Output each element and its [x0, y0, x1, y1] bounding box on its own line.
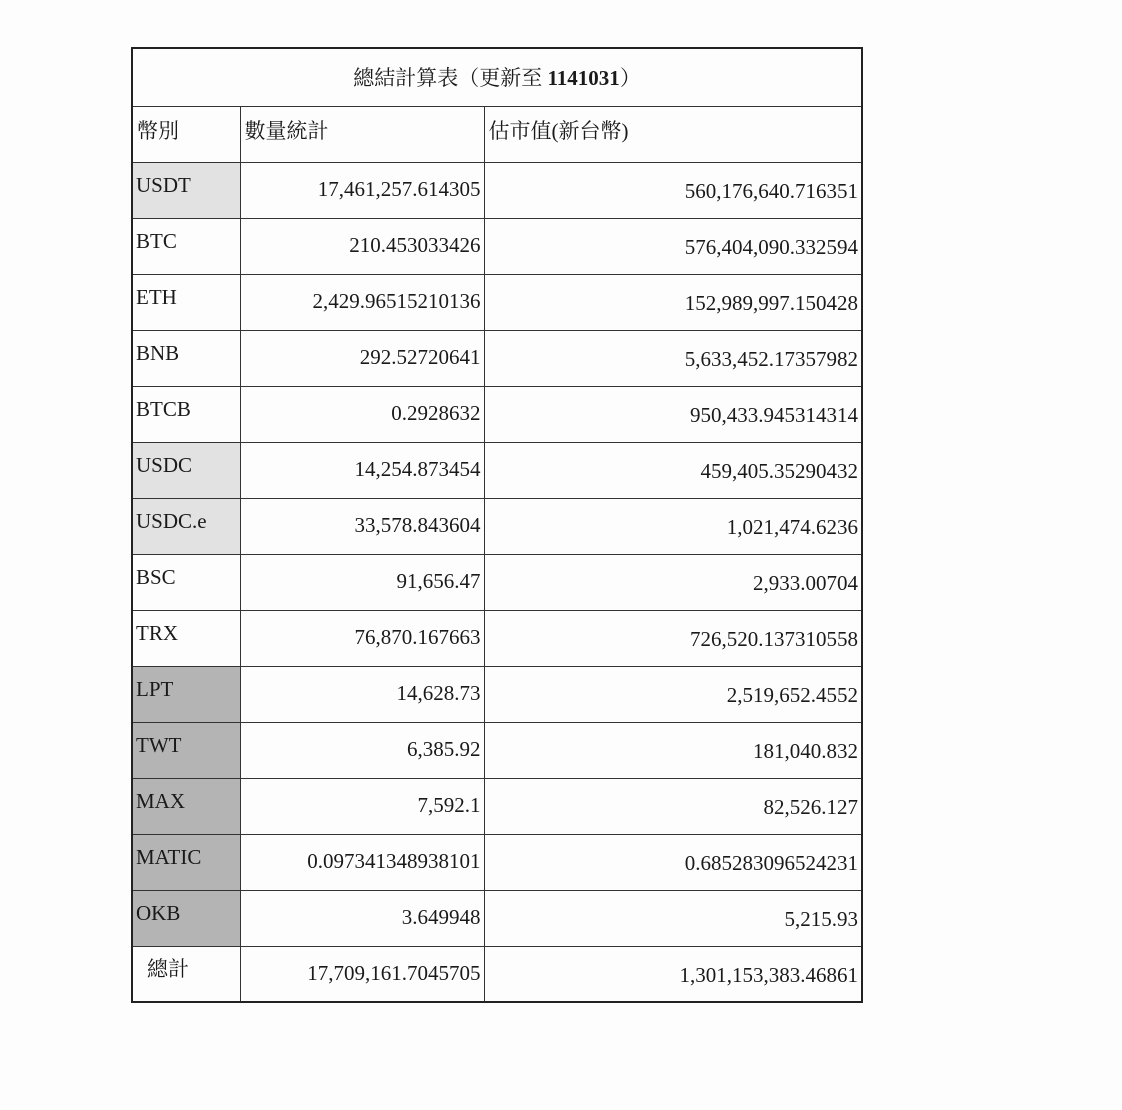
table-row [132, 386, 862, 442]
header-quantity: 數量統計 [240, 106, 484, 162]
quantity-cell: 6,385.92 [240, 722, 484, 778]
coin-cell: TWT [132, 722, 240, 778]
table-row [132, 722, 862, 778]
coin-cell: USDT [132, 162, 240, 218]
coin-cell: BSC [132, 554, 240, 610]
table-title [132, 48, 862, 106]
summary-table-body [132, 48, 862, 1002]
quantity-cell: 33,578.843604 [240, 498, 484, 554]
coin-cell: BNB [132, 330, 240, 386]
header-coin: 幣別 [132, 106, 240, 162]
value-cell: 2,519,652.4552 [484, 666, 862, 722]
title-suffix: ） [619, 66, 641, 91]
quantity-cell: 14,628.73 [240, 666, 484, 722]
coin-cell: LPT [132, 666, 240, 722]
value-cell: 2,933.00704 [484, 554, 862, 610]
value-cell: 0.685283096524231 [484, 834, 862, 890]
value-cell: 181,040.832 [484, 722, 862, 778]
quantity-cell: 210.453033426 [240, 218, 484, 274]
quantity-cell: 0.2928632 [240, 386, 484, 442]
table-row [132, 610, 862, 666]
quantity-cell: 76,870.167663 [240, 610, 484, 666]
header-row [132, 106, 862, 162]
total-quantity: 17,709,161.7045705 [240, 946, 484, 1002]
quantity-cell: 91,656.47 [240, 554, 484, 610]
table-row [132, 442, 862, 498]
coin-cell: ETH [132, 274, 240, 330]
quantity-cell: 17,461,257.614305 [240, 162, 484, 218]
value-cell: 1,021,474.6236 [484, 498, 862, 554]
value-cell: 5,633,452.17357982 [484, 330, 862, 386]
table-row [132, 218, 862, 274]
table-row [132, 890, 862, 946]
table-row [132, 554, 862, 610]
quantity-cell: 3.649948 [240, 890, 484, 946]
table-row [132, 778, 862, 834]
total-value: 1,301,153,383.46861 [484, 946, 862, 1002]
table-row [132, 330, 862, 386]
quantity-cell: 292.52720641 [240, 330, 484, 386]
quantity-cell: 0.097341348938101 [240, 834, 484, 890]
table-row [132, 162, 862, 218]
coin-cell: TRX [132, 610, 240, 666]
value-cell: 82,526.127 [484, 778, 862, 834]
total-row [132, 946, 862, 1002]
table-row [132, 834, 862, 890]
update-date: 1141031 [547, 66, 620, 91]
value-cell: 726,520.137310558 [484, 610, 862, 666]
value-cell: 152,989,997.150428 [484, 274, 862, 330]
header-value: 估市值(新台幣) [484, 106, 862, 162]
table-row [132, 274, 862, 330]
summary-table [131, 47, 863, 1003]
coin-cell: USDC.e [132, 498, 240, 554]
value-cell: 576,404,090.332594 [484, 218, 862, 274]
quantity-cell: 2,429.96515210136 [240, 274, 484, 330]
value-cell: 950,433.945314314 [484, 386, 862, 442]
value-cell: 5,215.93 [484, 890, 862, 946]
title-row [132, 48, 862, 106]
total-label: 總計 [132, 946, 240, 1002]
table-row [132, 666, 862, 722]
coin-cell: OKB [132, 890, 240, 946]
title-prefix: 總結計算表（更新至 [353, 66, 548, 91]
value-cell: 459,405.35290432 [484, 442, 862, 498]
coin-cell: MATIC [132, 834, 240, 890]
coin-cell: MAX [132, 778, 240, 834]
quantity-cell: 14,254.873454 [240, 442, 484, 498]
coin-cell: BTC [132, 218, 240, 274]
table-row [132, 498, 862, 554]
value-cell: 560,176,640.716351 [484, 162, 862, 218]
coin-cell: BTCB [132, 386, 240, 442]
coin-cell: USDC [132, 442, 240, 498]
quantity-cell: 7,592.1 [240, 778, 484, 834]
